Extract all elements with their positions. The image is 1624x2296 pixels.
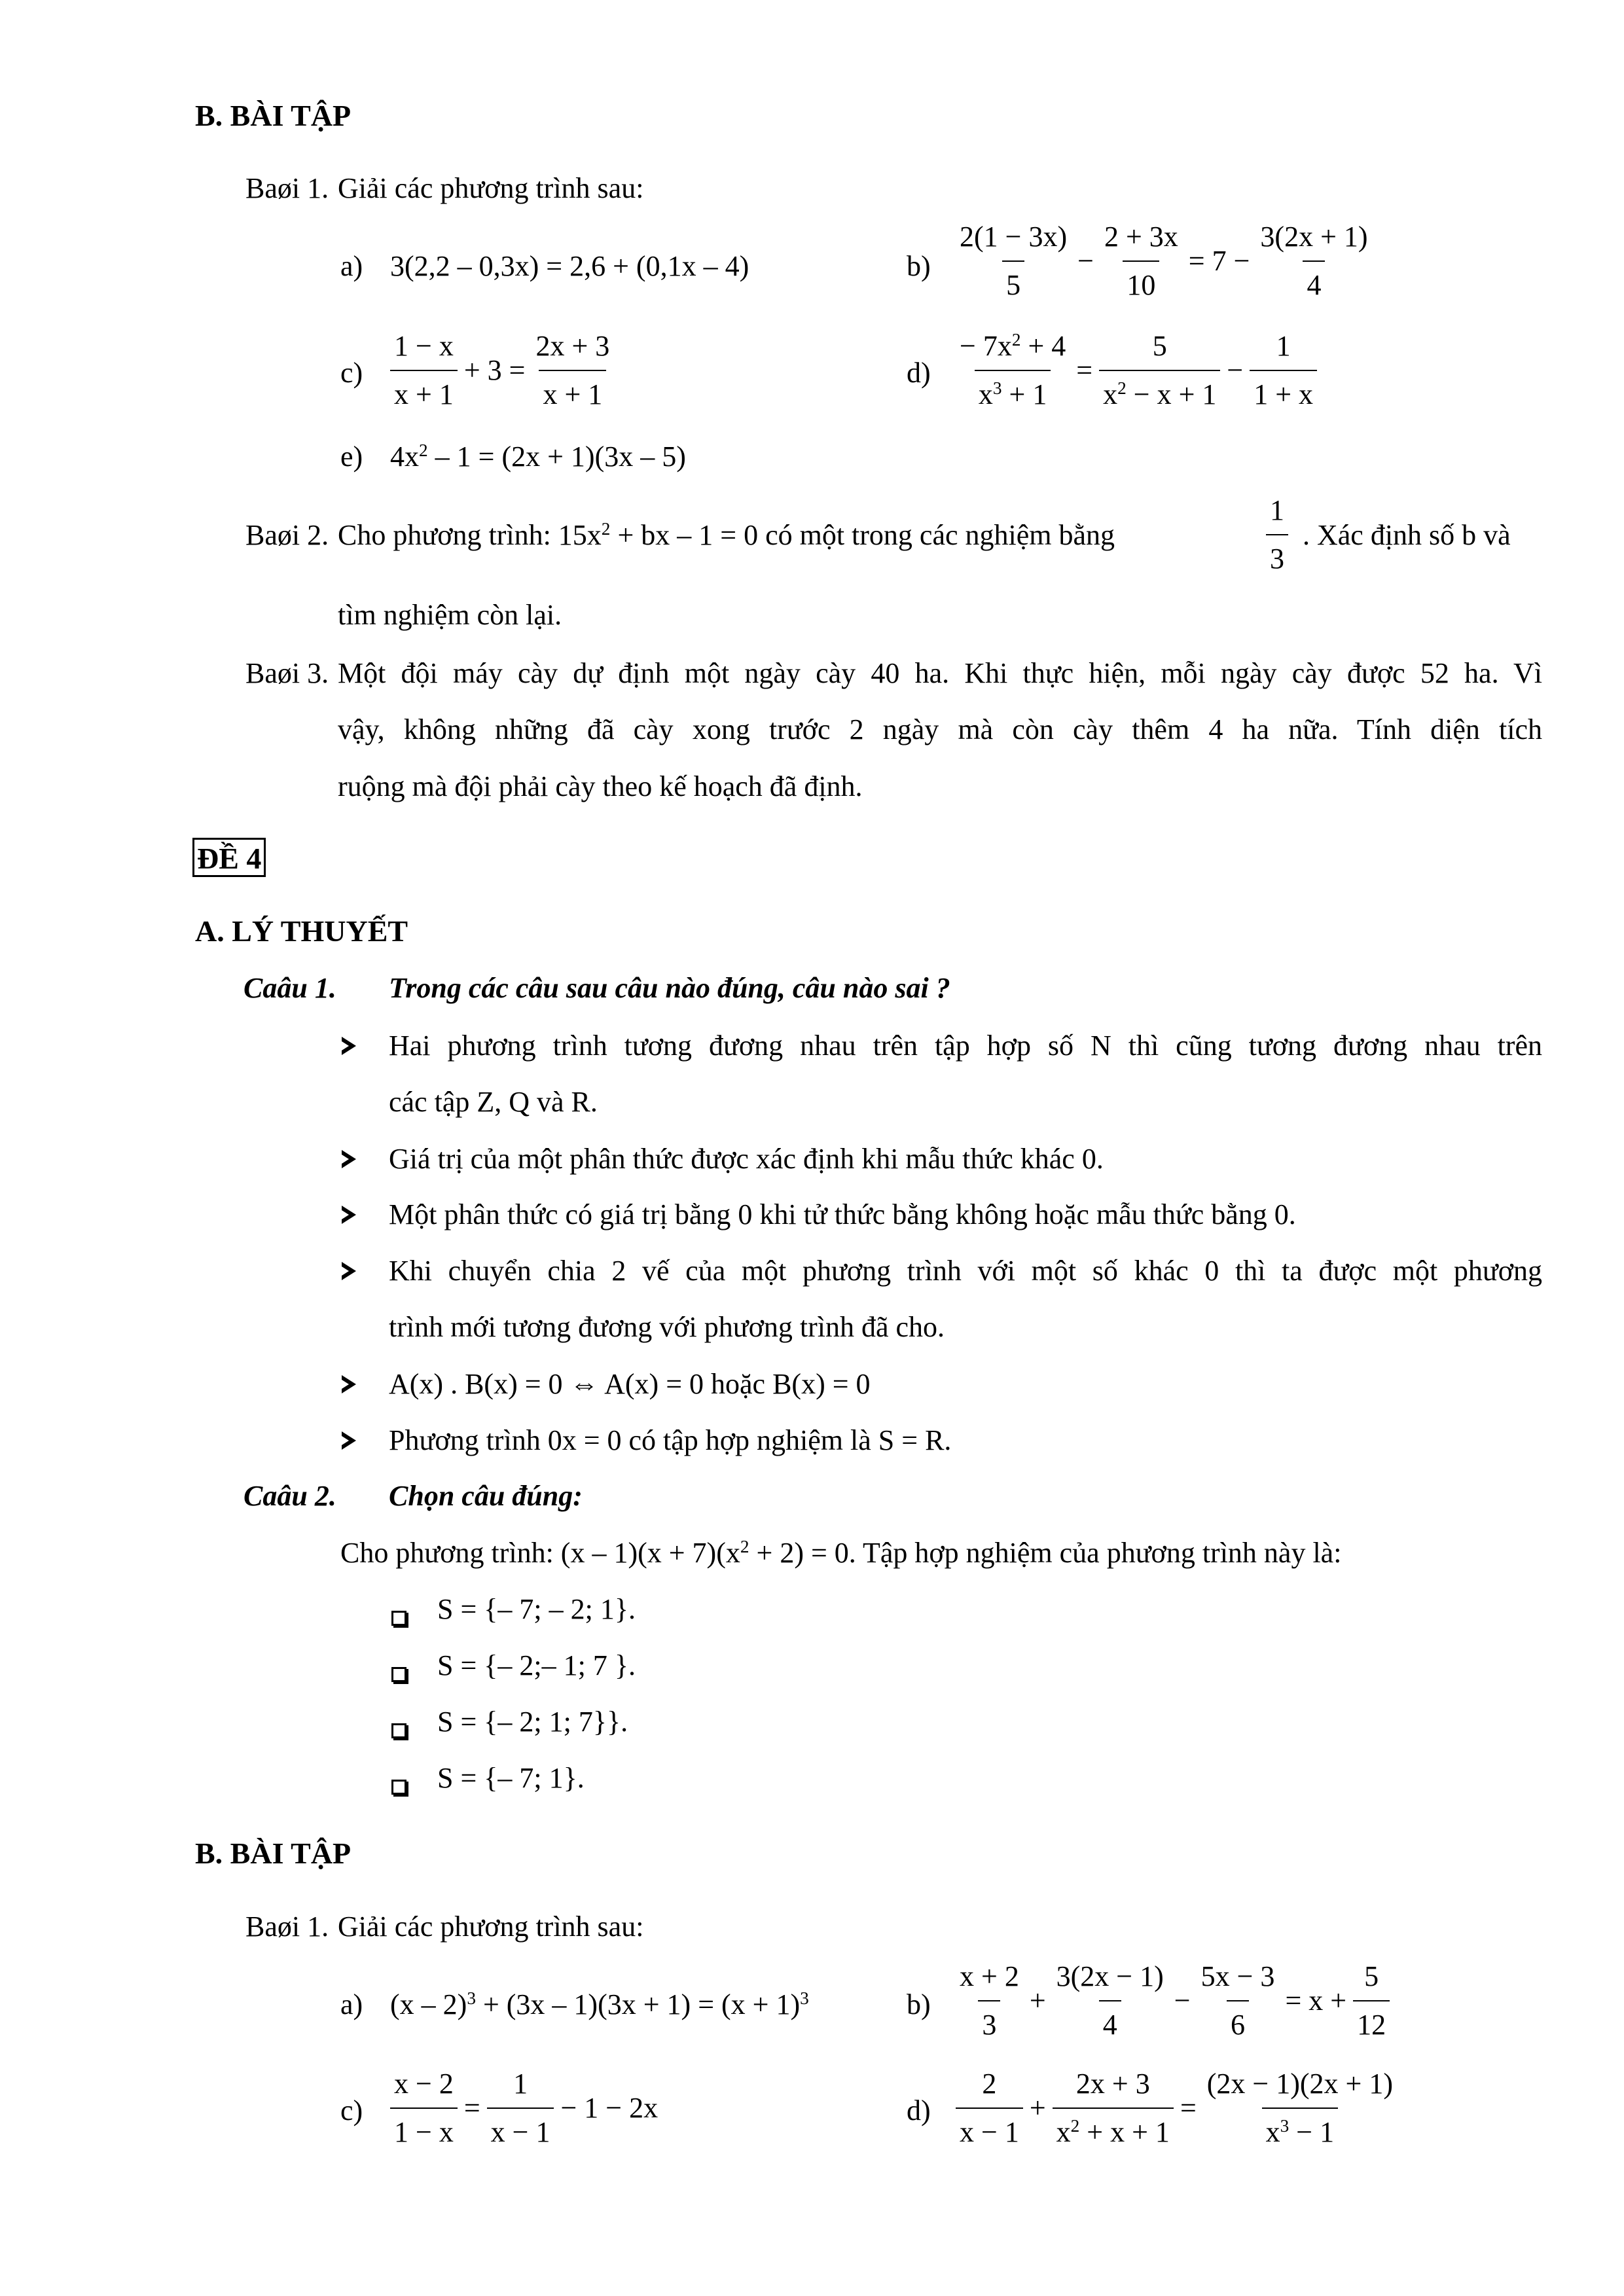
fraction: $\frac{x - 2}{1 - x}$ (390, 2068, 458, 2149)
bai2-label: Baøi 2. (245, 519, 329, 551)
bai1-a-label: a) (340, 250, 363, 282)
fraction: $\frac{(2x - 1)(2x + 1)}{x^3 - 1}$ (1206, 2068, 1394, 2149)
fraction: $\frac{2 + 3x}{10}$ (1104, 221, 1178, 302)
cau1-item-4-cont: trình mới tương đương với phương trình đã cho. (389, 1311, 945, 1343)
bai1b-label: Baøi 1. (245, 1910, 329, 1943)
cau1-prompt: Trong các câu sau câu nào đúng, câu nào sai ? (389, 972, 950, 1004)
arrow-bullet-icon (342, 1257, 356, 1285)
de-4-label: ĐỀ 4 (192, 838, 266, 877)
bai1-c-label: c) (340, 357, 363, 389)
bai3-label: Baøi 3. (245, 657, 329, 689)
cau1-item-1-cont: các tập Z, Q và R. (389, 1086, 598, 1118)
arrow-bullet-icon (342, 1426, 356, 1455)
cau2-label: Caâu 2. (244, 1480, 336, 1512)
fraction: $\frac{1 - x}{x + 1}$ (390, 331, 458, 411)
bai1b-b-equation: $\frac{x + 2}{3}$ + $\frac{3(2x - 1)}{4}$ − $\frac{5x - 3}{6}$ = x + $\frac{5}{12}$ (952, 1961, 1394, 2041)
fraction: $\frac{2(1 - 3x)}{5}$ (960, 221, 1068, 302)
fraction: $\frac{3(2x + 1)}{4}$ (1260, 221, 1368, 302)
bai3-line2: vậy, không những đã cày xong trước 2 ngày mà còn cày thêm 4 ha nữa. Tính diện tích (338, 713, 1542, 745)
fraction: $\frac{2x + 3}{x + 1}$ (535, 330, 610, 411)
section-heading-bai-tap-2: B. BÀI TẬP (195, 1837, 352, 1870)
cau2-stem: Cho phương trình: $(x - 1)(x + 7)(x^2 + 2) = 0$. Tập hợp nghiệm của phương trình này là: (340, 1537, 1342, 1569)
cau1-item-4: Khi chuyển chia 2 vế của một phương trình với một số khác 0 thì ta được một phương (389, 1255, 1542, 1287)
checkbox-icon[interactable] (391, 1715, 406, 1744)
bai1-label: Baøi 1. (245, 172, 329, 204)
section-heading-bai-tap-1: B. BÀI TẬP (195, 99, 352, 132)
fraction: $\frac{5}{x^2 - x + 1}$ (1099, 331, 1220, 411)
bai2-fraction (1262, 495, 1292, 575)
bai1b-c-label: c) (340, 2094, 363, 2126)
fraction: $\frac{3(2x - 1)}{4}$ (1056, 1960, 1164, 2041)
arrow-bullet-icon (342, 1145, 356, 1174)
fraction: $\frac{1}{3}$ (1266, 495, 1288, 575)
bai1b-b-label: b) (907, 1988, 931, 2020)
cau2-option-3: S = {– 2; 1; 7}}. (437, 1706, 628, 1738)
arrow-bullet-icon (342, 1200, 356, 1229)
fraction: $\frac{1}{1 + x}$ (1250, 331, 1317, 411)
fraction: $\frac{x + 2}{3}$ (960, 1960, 1019, 2041)
arrow-bullet-icon (342, 1031, 356, 1060)
bai2-line1-end: . Xác định số b và (1303, 519, 1511, 551)
cau2-option-2: S = {– 2;– 1; 7 }. (437, 1649, 636, 1681)
bai1-e-label: e) (340, 440, 363, 473)
arrow-bullet-icon (342, 1370, 356, 1399)
fraction: $\frac{2x + 3}{x^2 + x + 1}$ (1053, 2068, 1174, 2149)
bai1-instruction: Giải các phương trình sau: (338, 172, 644, 204)
bai2-line1: Cho phương trình: $15x^2$ + bx – 1 = 0 có một trong các nghiệm bằng (338, 519, 1115, 551)
bai2-line2: tìm nghiệm còn lại. (338, 599, 562, 631)
bai1-e-equation: $4x^2 - 1 = (2x + 1)(3x - 5)$ (390, 440, 686, 473)
bai1-c-equation: $\frac{1 - x}{x + 1}$ + 3 = $\frac{2x + 3}{x + 1}$ (386, 331, 617, 411)
bai1-b-equation: $\frac{2(1 - 3x)}{5}$ − $\frac{2 + 3x}{10}$ = 7 − $\frac{3(2x + 1)}{4}$ (952, 221, 1376, 302)
fraction: $\frac{2}{x - 1}$ (956, 2068, 1023, 2149)
bai1-d-label: d) (907, 357, 931, 389)
fraction: $\frac{- 7x^2 + 4}{x^3 + 1}$ (960, 330, 1066, 411)
cau2-option-1: S = {– 7; – 2; 1}. (437, 1593, 636, 1625)
cau2-prompt: Chọn câu đúng: (389, 1480, 583, 1512)
bai1b-instruction: Giải các phương trình sau: (338, 1910, 644, 1943)
cau1-item-6: Phương trình 0x = 0 có tập hợp nghiệm là S = R. (389, 1424, 952, 1456)
bai1b-a-label: a) (340, 1988, 363, 2020)
cau1-item-2: Giá trị của một phân thức được xác định khi mẫu thức khác 0. (389, 1143, 1104, 1175)
cau1-item-3: Một phân thức có giá trị bằng 0 khi tử thức bằng không hoặc mẫu thức bằng 0. (389, 1198, 1296, 1230)
cau1-label: Caâu 1. (244, 972, 336, 1004)
bai1b-c-equation: $\frac{x - 2}{1 - x}$ = $\frac{1}{x - 1}$ − 1 − 2x (386, 2068, 660, 2149)
section-heading-ly-thuyet: A. LÝ THUYẾT (195, 914, 408, 948)
bai1-a-equation: 3(2,2 – 0,3x) = 2,6 + (0,1x – 4) (390, 250, 749, 282)
checkbox-icon[interactable] (391, 1771, 406, 1800)
cau1-item-5: A(x) . B(x) = 0 ⇔ A(x) = 0 hoặc B(x) = 0 (389, 1368, 871, 1400)
bai1b-d-label: d) (907, 2094, 931, 2126)
bai3-line1: Một đội máy cày dự định một ngày cày 40 ha. Khi thực hiện, mỗi ngày cày được 52 ha. Vì (338, 657, 1542, 689)
cau2-option-4: S = {– 7; 1}. (437, 1762, 585, 1794)
bai1b-d-equation: $\frac{2}{x - 1}$ + $\frac{2x + 3}{x^2 + x + 1}$ = $\frac{(2x - 1)(2x + 1)}{x^3 - 1}$ (952, 2068, 1401, 2149)
bai1b-a-equation: $(x - 2)^3 + (3x - 1)(3x + 1) = (x + 1)^3$ (390, 1988, 809, 2020)
cau1-item-1: Hai phương trình tương đương nhau trên tập hợp số N thì cũng tương đương nhau trên (389, 1030, 1542, 1062)
fraction: $\frac{5}{12}$ (1353, 1961, 1390, 2041)
bai1-d-equation: $\frac{- 7x^2 + 4}{x^3 + 1}$ = $\frac{5}{x^2 - x + 1}$ − $\frac{1}{1 + x}$ (952, 331, 1321, 411)
bai3-line3: ruộng mà đội phải cày theo kế hoạch đã định. (338, 770, 863, 802)
bai1-b-label: b) (907, 250, 931, 282)
checkbox-icon[interactable] (391, 1659, 406, 1687)
checkbox-icon[interactable] (391, 1602, 406, 1631)
fraction: $\frac{5x - 3}{6}$ (1200, 1960, 1275, 2041)
fraction: $\frac{1}{x - 1}$ (487, 2068, 554, 2149)
